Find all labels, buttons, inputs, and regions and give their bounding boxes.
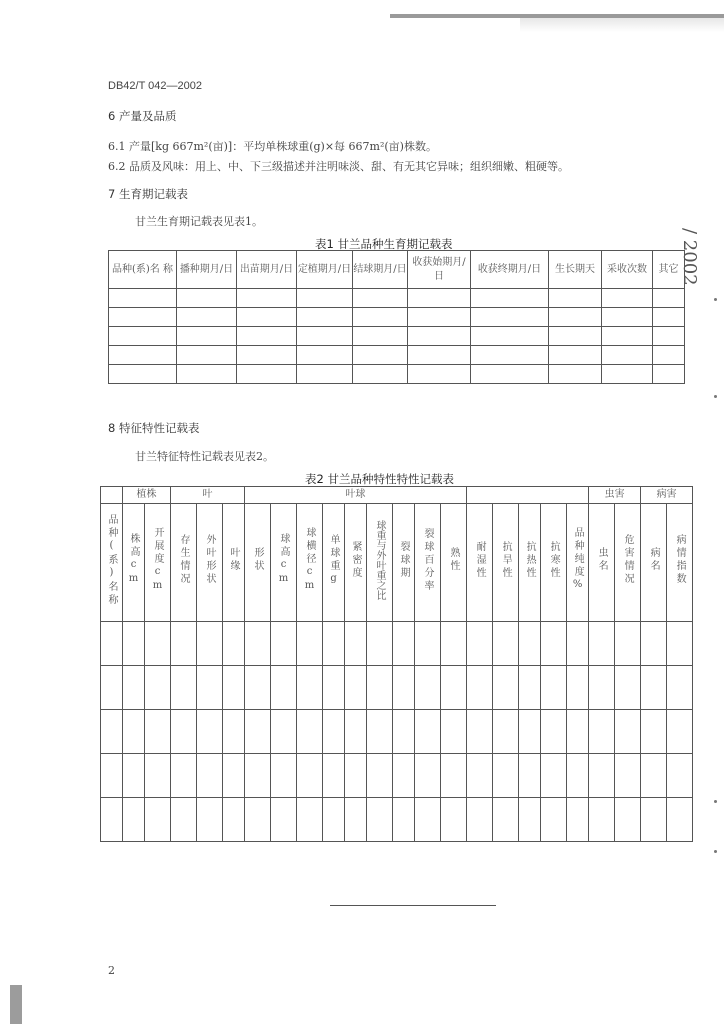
table-row — [101, 798, 693, 842]
t2-header-cell: 抗旱性 — [493, 504, 519, 622]
t2-header-cell: 球重与外叶重之比 — [367, 504, 393, 622]
table-row — [109, 308, 685, 327]
t1-header-cell: 播种期月/日 — [177, 251, 237, 289]
t2-header-cell: 球高cm — [271, 504, 297, 622]
table-row — [109, 327, 685, 346]
side-handwritten-mark: / 2002 — [679, 228, 700, 286]
t2-header-cell: 形状 — [245, 504, 271, 622]
table1-caption: 表1 甘兰品种生育期记载表 — [315, 237, 453, 251]
section-7-title: 7 生育期记载表 — [108, 187, 188, 201]
table2-header-row — [101, 504, 693, 622]
t1-header-cell: 生长期天 — [549, 251, 602, 289]
group-head: 叶球 — [245, 487, 467, 504]
t1-header-cell: 出苗期月/日 — [237, 251, 297, 289]
doc-code: DB42/T 042—2002 — [108, 80, 202, 92]
group-leaf: 叶 — [171, 487, 245, 504]
t2-header-cell: 紧密度 — [345, 504, 367, 622]
table-row — [109, 289, 685, 308]
t2-header-cell: 叶缘 — [223, 504, 245, 622]
section-6-title: 6 产量及品质 — [108, 109, 177, 123]
t2-header-cell: 耐湿性 — [467, 504, 493, 622]
table-row — [109, 346, 685, 365]
t2-header-cell: 抗热性 — [519, 504, 541, 622]
t1-header-cell: 收获始期月/日 — [408, 251, 471, 289]
table-row — [101, 622, 693, 666]
t2-header-cell: 病情指数 — [667, 504, 693, 622]
t1-header-cell: 结球期月/日 — [353, 251, 408, 289]
table-row — [101, 710, 693, 754]
table1-header-row — [109, 251, 685, 289]
t2-header-cell: 虫名 — [589, 504, 615, 622]
t2-header-cell: 外叶形状 — [197, 504, 223, 622]
group-plant: 植株 — [123, 487, 171, 504]
footer-rule — [330, 905, 496, 906]
table2-caption: 表2 甘兰品种特性特性记载表 — [305, 472, 454, 486]
t2-header-cell: 株高cm — [123, 504, 145, 622]
table2 — [100, 486, 693, 842]
t1-header-cell: 品种(系)名 称 — [109, 251, 177, 289]
t1-header-cell: 定植期月/日 — [297, 251, 353, 289]
section-8-title: 8 特征特性记载表 — [108, 421, 200, 435]
scan-dot — [714, 395, 717, 398]
section-6-1: 6.1 产量[kg 667m²(亩)]：平均单株球重(g)×每 667m²(亩)株数。 — [108, 140, 437, 153]
section-7-text: 甘兰生育期记载表见表1。 — [135, 215, 263, 228]
table1 — [108, 250, 685, 384]
scan-dot — [714, 800, 717, 803]
group-pest: 虫害 — [589, 487, 641, 504]
table-row — [101, 754, 693, 798]
t2-header-cell: 单球重g — [323, 504, 345, 622]
section-6-2: 6.2 品质及风味：用上、中、下三级描述并注明味淡、甜、有无其它异味；组织细嫩、粗硬等。 — [108, 160, 569, 173]
t2-header-cell: 开展度cm — [145, 504, 171, 622]
t2-header-cell: 病名 — [641, 504, 667, 622]
table2-group-row — [101, 487, 693, 504]
t2-header-cell: 危害情况 — [615, 504, 641, 622]
table-row — [109, 365, 685, 384]
t2-header-cell: 品种纯度% — [567, 504, 589, 622]
t1-header-cell: 收获终期月/日 — [471, 251, 549, 289]
scan-dot — [714, 298, 717, 301]
scan-dot — [714, 850, 717, 853]
group-disease: 病害 — [641, 487, 693, 504]
section-8-text: 甘兰特征特性记载表见表2。 — [135, 450, 274, 463]
t2-header-cell: 抗寒性 — [541, 504, 567, 622]
t1-header-cell: 采收次数 — [602, 251, 653, 289]
t2-header-cell: 品种(系)名称 — [101, 504, 123, 622]
t2-header-cell: 裂球百分率 — [415, 504, 441, 622]
t2-header-cell: 裂球期 — [393, 504, 415, 622]
page-number: 2 — [108, 964, 115, 977]
t2-header-cell: 存生情况 — [171, 504, 197, 622]
t1-header-cell: 其它 — [653, 251, 685, 289]
scan-edge-bar — [10, 985, 22, 1024]
table-row — [101, 666, 693, 710]
t2-header-cell: 球横径cm — [297, 504, 323, 622]
t2-header-cell: 熟性 — [441, 504, 467, 622]
scan-smudge — [520, 18, 724, 32]
